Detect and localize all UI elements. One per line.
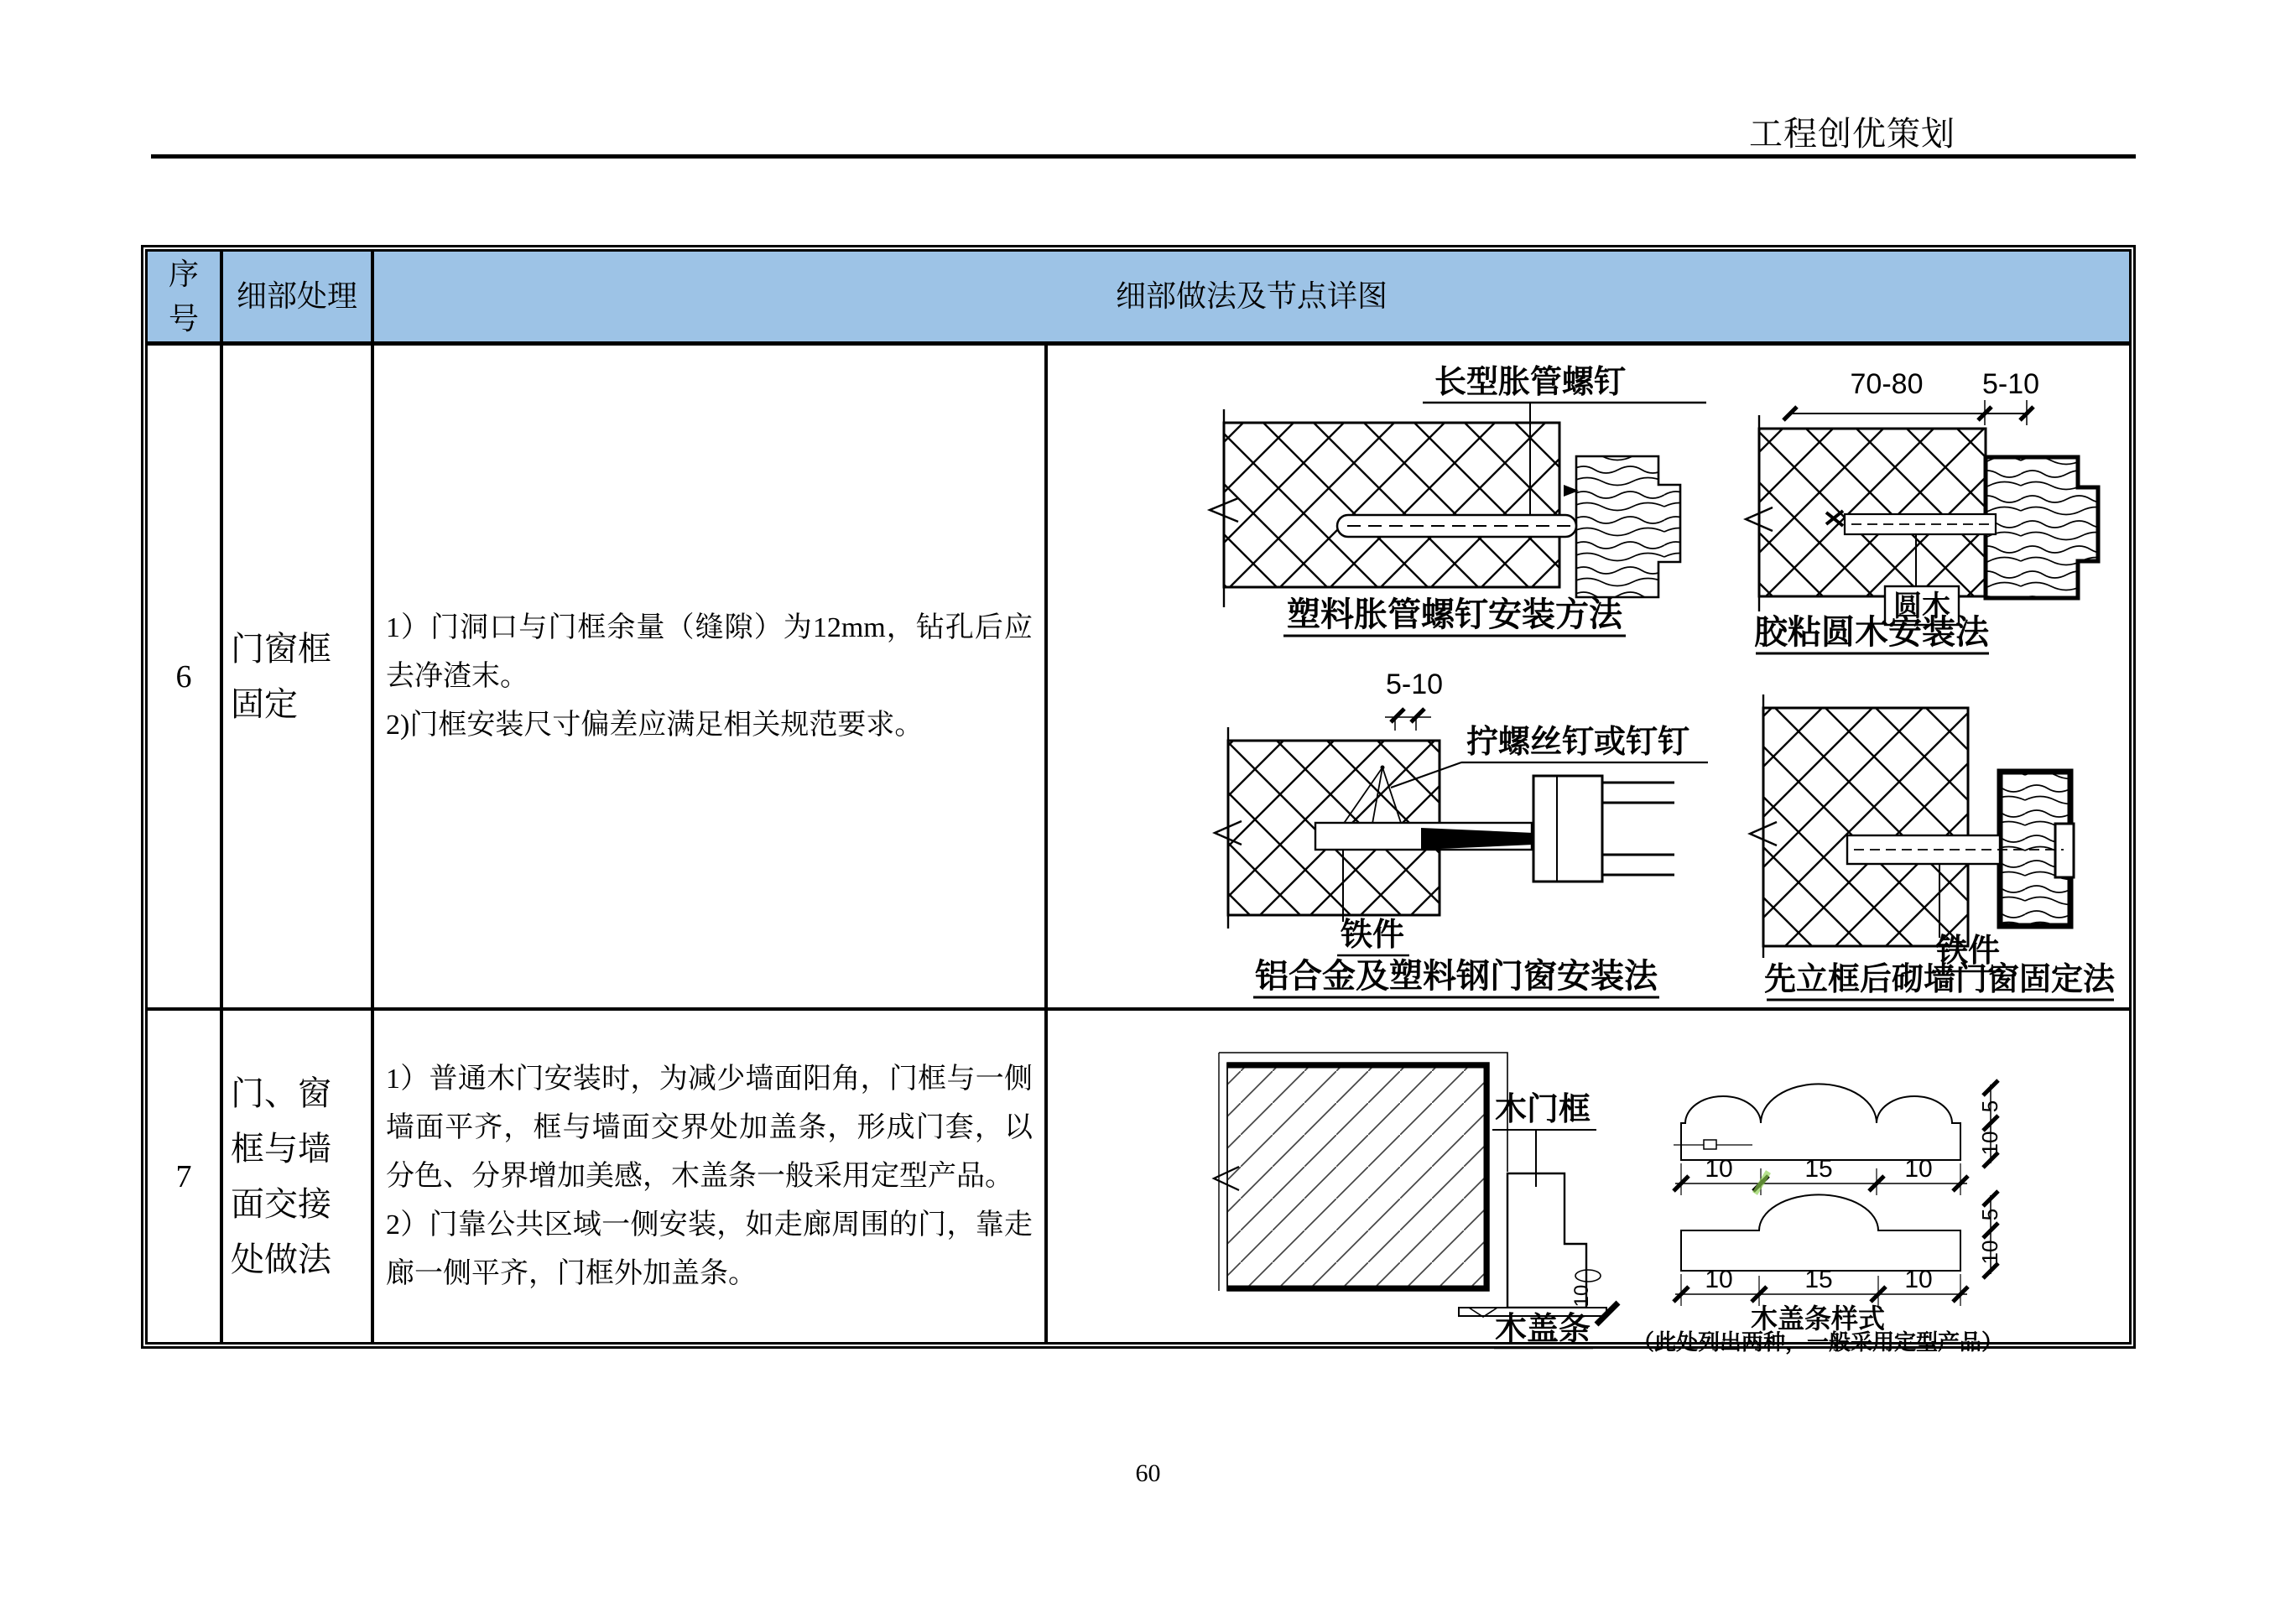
dim-5-a: 5	[1977, 1100, 2002, 1113]
cover-styles-note: （此处列出两种，一般采用定型产品）	[1632, 1329, 2004, 1355]
row6-treatment: 门窗框固定	[223, 346, 374, 1011]
row6-number: 6	[148, 346, 223, 1011]
masonry-wall-section	[1759, 429, 1986, 596]
row7-diagrams	[1048, 1011, 2129, 1355]
plastic-anchor-caption: 塑料胀管螺钉安装方法	[1287, 596, 1622, 633]
dim-10-f: 10	[1977, 1240, 2002, 1265]
header-cell-detail: 细部做法及节点详图	[374, 252, 2129, 346]
diagram-glued-dowel	[1744, 367, 2130, 656]
row6-diagrams	[1048, 346, 2129, 1011]
frame-first-iron-label: 铁件	[1935, 934, 2001, 969]
wood-frame-section	[1576, 456, 1680, 597]
door-frame-label: 木门框	[1494, 1092, 1591, 1127]
header-cell-no: 序号	[148, 252, 223, 346]
cover-styles-title: 木盖条样式	[1750, 1303, 1886, 1334]
plastered-wall-section	[1227, 1063, 1489, 1291]
window-frame-profile	[1533, 776, 1602, 882]
moulding-profile-single-arc	[1681, 1194, 1960, 1271]
plastic-anchor-screw-label: 长型胀管螺钉	[1434, 365, 1627, 400]
glued-dowel-caption: 胶粘圆木安装法	[1754, 614, 1989, 651]
dim-10-c: 10	[1977, 1131, 2002, 1156]
dim-15-a: 15	[1804, 1155, 1833, 1183]
dim-5-b: 5	[1977, 1208, 2002, 1221]
cover-strip-label: 木盖条	[1494, 1312, 1591, 1347]
dim-10-a: 10	[1705, 1155, 1733, 1183]
header-rule	[151, 154, 2136, 159]
dim-10-d: 10	[1705, 1266, 1733, 1293]
dim-15-b: 15	[1804, 1266, 1833, 1293]
page-header-title: 工程创优策划	[1749, 115, 1955, 153]
alu-iron-label: 铁件	[1340, 918, 1405, 953]
alu-frame-caption: 铝合金及塑料钢门窗安装法	[1255, 958, 1658, 995]
alu-screw-label: 拧螺丝钉或钉钉	[1466, 725, 1690, 760]
frame-first-caption: 先立框后砌墙门窗固定法	[1763, 962, 2116, 997]
row7-number: 7	[148, 1011, 223, 1342]
green-mark	[1755, 1172, 1768, 1194]
header-cell-treatment: 细部处理	[223, 252, 374, 346]
dim-10-b: 10	[1904, 1155, 1933, 1183]
cover-strip-dim: 10	[1570, 1284, 1593, 1308]
row6-description	[374, 346, 1048, 1011]
masonry-wall-section	[1224, 423, 1559, 587]
row7-desc-item-2: 2）门靠公共区域一侧安装，如走廊周围的门，靠走廊一侧平齐，门框外加盖条。	[386, 1209, 1033, 1289]
wood-frame-section	[1986, 457, 2098, 598]
diagram-plastic-anchor	[1203, 362, 1706, 639]
row7-description	[374, 1011, 1048, 1342]
diagram-frame-first	[1748, 681, 2134, 1004]
detail-methods-table	[141, 245, 2136, 1355]
dowel-dim-70-80: 70-80	[1850, 368, 1924, 400]
masonry-wall-section	[1763, 708, 1968, 946]
row6-desc-item-1: 1）门洞口与门框余量（缝隙）为12mm，钻孔后应去净渣末。	[386, 611, 1033, 692]
page-number: 60	[1135, 1459, 1161, 1487]
dowel-dim-5-10: 5-10	[1981, 368, 2040, 400]
alu-dim-5-10: 5-10	[1385, 668, 1444, 700]
dim-10-e: 10	[1904, 1266, 1933, 1293]
dowel-label: 圆木	[1893, 590, 1950, 622]
diagram-cover-styles	[1632, 1051, 2050, 1355]
row7-desc-item-1: 1）普通木门安装时，为减少墙面阳角，门框与一侧墙面平齐，框与墙面交界处加盖条，形成门套，以分色、分界增加美感，木盖条一般采用定型产品。	[386, 1063, 1033, 1192]
diagram-alu-frame	[1205, 668, 1708, 1004]
diagram-door-cover	[1209, 1039, 1628, 1350]
moulding-profile-scalloped	[1681, 1084, 1960, 1160]
row6-desc-item-2: 2)门框安装尺寸偏差应满足相关规范要求。	[386, 709, 924, 741]
row7-treatment: 门、窗框与墙面交接处做法	[223, 1011, 374, 1342]
